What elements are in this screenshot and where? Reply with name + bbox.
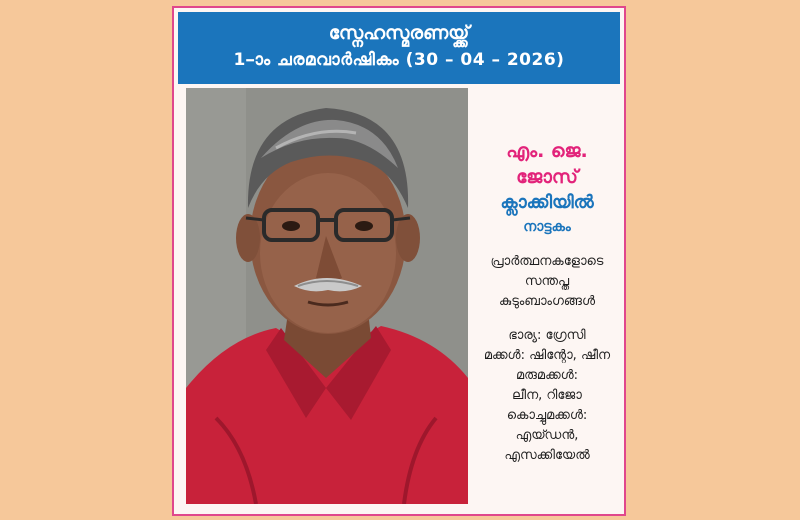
portrait-photo bbox=[186, 88, 468, 504]
house-name: ക്ലാക്കിയിൽ bbox=[500, 192, 594, 213]
portrait-illustration bbox=[186, 88, 468, 504]
grandchild-line: എസക്കിയേൽ bbox=[504, 448, 590, 463]
memorial-card bbox=[172, 6, 626, 516]
memorial-header bbox=[178, 12, 620, 84]
anniversary-date: 1–ാം ചരമവാർഷികം (30 – 04 – 2026) bbox=[233, 50, 565, 70]
prayer-block bbox=[474, 252, 620, 312]
in-laws-line: ലീന, റിജോ bbox=[512, 388, 582, 403]
prayer-line: സന്തപ്ത bbox=[524, 274, 570, 289]
in-laws-label: മരുമക്കൾ: bbox=[515, 368, 579, 383]
grandchildren-label: കൊച്ചുമക്കൾ: bbox=[506, 408, 588, 423]
prayer-line: കുടുംബാംഗങ്ങൾ bbox=[499, 294, 595, 309]
wife-line: ഭാര്യ: ഗ്രേസി bbox=[508, 328, 586, 343]
grandchild-line: എയ്ഡൻ, bbox=[515, 428, 579, 443]
place-name: നാട്ടകം bbox=[523, 219, 571, 235]
deceased-name-initials: എം. ജെ. bbox=[506, 140, 588, 162]
details-panel bbox=[474, 88, 620, 466]
children-line: മക്കൾ: ഷിന്റോ, ഷീന bbox=[483, 348, 611, 363]
deceased-name: ജോസ് bbox=[516, 166, 578, 188]
prayer-line: പ്രാർത്ഥനകളോടെ bbox=[490, 254, 604, 269]
memorial-title: സ്നേഹസ്മരണയ്ക്ക് bbox=[328, 22, 470, 44]
family-block bbox=[474, 326, 620, 466]
